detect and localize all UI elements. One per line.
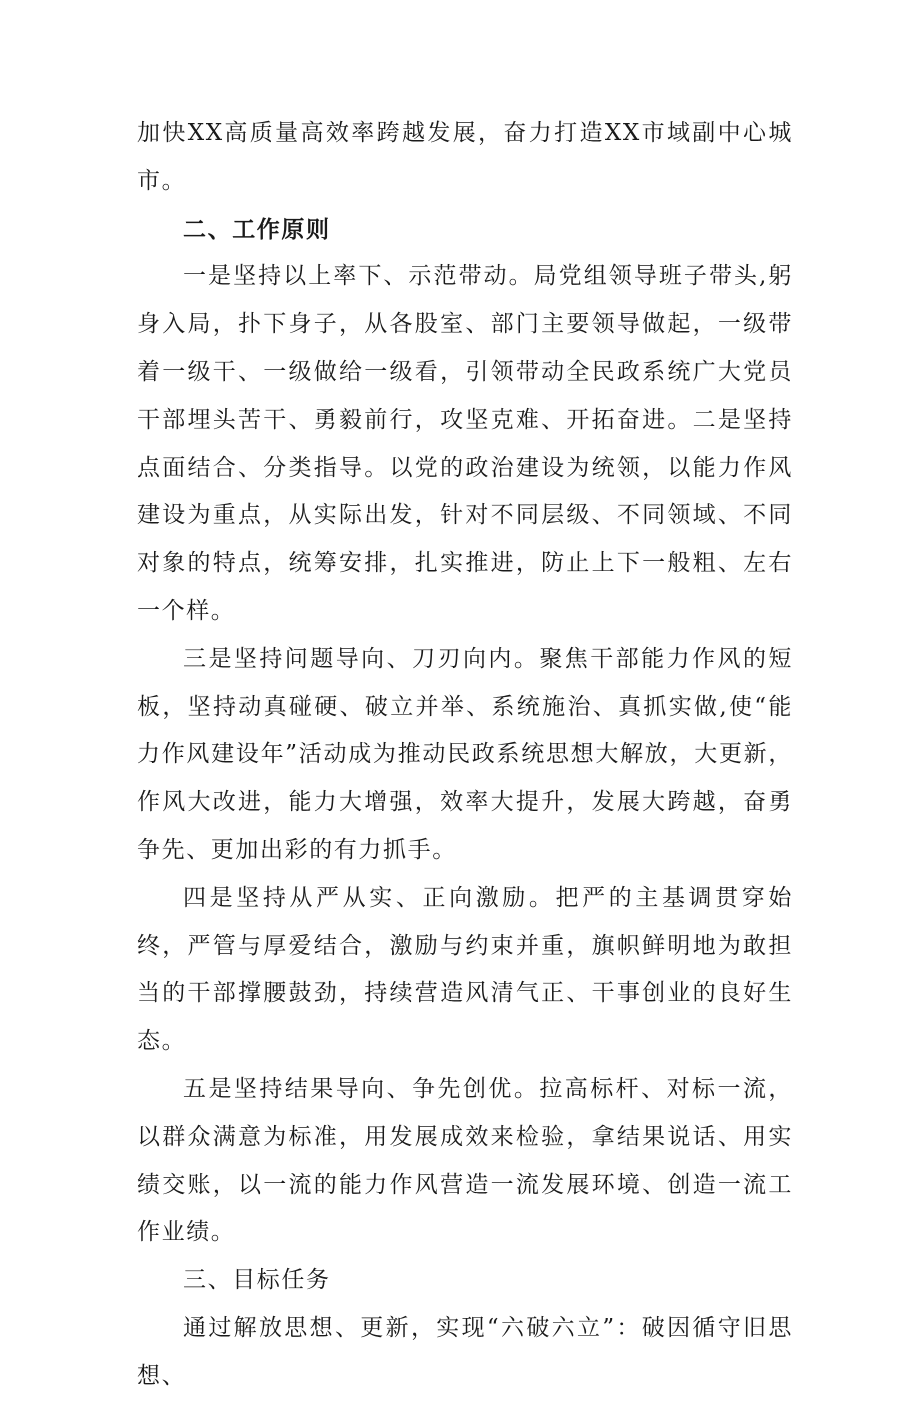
paragraph-principle-3: 三是坚持问题导向、刀刃向内。聚焦干部能力作风的短板，坚持动真碰硬、破立并举、系统施治、真抓实做,使“能力作风建设年”活动成为推动民政系统思想大解放，大更新，作风大改进，能力大增强，效率大提升，发展大跨越，奋勇争先、更加出彩的有力抓手。 xyxy=(137,645,793,863)
document-body xyxy=(137,110,793,1401)
paragraph-principle-5: 五是坚持结果导向、争先创优。拉高标杆、对标一流，以群众满意为标准，用发展成效来检验，拿结果说话、用实绩交账，以一流的能力作风营造一流发展环境、创造一流工作业绩。 xyxy=(137,1075,793,1246)
paragraph-goals-intro: 通过解放思想、更新，实现“六破六立”：破因循守旧思想、 xyxy=(137,1314,793,1389)
section-heading-goals-tasks: 三、目标任务 xyxy=(183,1267,331,1294)
section-heading-work-principles: 二、工作原则 xyxy=(183,215,331,243)
paragraph-principles-1-2: 一是坚持以上率下、示范带动。局党组领导班子带头,躬身入局，扑下身子，从各股室、部门主要领导做起，一级带着一级干、一级做给一级看，引领带动全民政系统广大党员干部埋头苦干、勇毅前行，攻坚克难、开拓奋进。二是坚持点面结合、分类指导。以党的政治建设为统领，以能力作风建设为重点，从实际出发，针对不同层级、不同领域、不同对象的特点，统筹安排，扎实推进，防止上下一般粗、左右一个样。 xyxy=(137,263,793,624)
paragraph-principle-4: 四是坚持从严从实、正向激励。把严的主基调贯穿始终，严管与厚爱结合，激励与约束并重，旗帜鲜明地为敢担当的干部撑腰鼓劲，持续营造风清气正、干事创业的良好生态。 xyxy=(137,884,793,1055)
paragraph-continued: 加快XX高质量高效率跨越发展，奋力打造XX市域副中心城市。 xyxy=(137,120,793,194)
